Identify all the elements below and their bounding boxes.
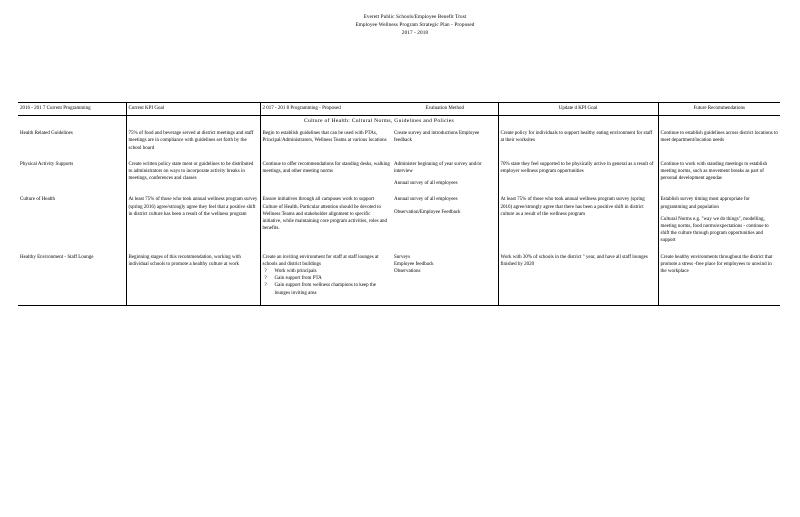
- row-area: Culture of Health: [20, 197, 55, 203]
- table-row: [18, 129, 780, 160]
- row-programming: Create an inviting environment for staff at staff lounges at schools and district buildings: [262, 254, 379, 267]
- title-line-3: 2017 - 2018: [401, 30, 429, 36]
- table-row: [18, 253, 780, 306]
- row-updated-kpi: Work with 30% of schools in the district " year, and have all staff lounges finished by 2020: [498, 253, 658, 306]
- row-evaluation-secondary: Annual survey of all employees: [394, 181, 458, 187]
- row-evaluation-cell: [392, 253, 498, 306]
- row-future: Establish survey timing most appropriate for programming and population: [660, 197, 750, 210]
- header-updated-kpi: Update d KPI Goal: [498, 103, 658, 116]
- row-evaluation: Create survey and introductions Employee feedback: [394, 131, 480, 144]
- list-item: ? Gain support from wellness champions to keep the lounges inviting area: [275, 282, 391, 296]
- row-updated-kpi: At least 75% of those who took annual wellness program survey (spring 2016) agree/strongly agree that there has been a positive shift in district culture as a result of the wellness program: [498, 195, 658, 252]
- header-current-kpi: Current KPI Goal: [126, 103, 260, 116]
- row-future: Continue to establish guidelines across district locations to meet department/location needs: [658, 129, 780, 160]
- title-line-1: Everett Public Schools/Employee Benefit Trust: [363, 14, 467, 20]
- title-line-2: Employee Wellness Program Strategic Plan - Proposed: [355, 22, 475, 28]
- row-evaluation: Annual survey of all employees: [394, 197, 458, 203]
- row-evaluation: Administer beginning of year survey and/or interview: [394, 161, 482, 175]
- strategic-plan-table: [18, 102, 780, 306]
- row-area: Physical Activity Supports: [20, 161, 74, 167]
- row-future: Continue to work with standing meetings to establish meeting norms, such as movement breaks as part of personal development agendas: [658, 160, 780, 196]
- list-item: ? Work with principals: [275, 268, 391, 275]
- table-row: [18, 195, 780, 252]
- row-updated-kpi: Create policy for individuals to support healthy eating environment for staff at their worksites: [498, 129, 658, 160]
- row-future-secondary: Cultural Norms e.g. "way we do things", modelling, meeting norms, food norms/expectations - continue to shift the culture through program opportunities and support: [660, 216, 769, 244]
- row-area: Healthy Environment - Staff Lounge: [18, 253, 126, 306]
- table-header-row: [18, 103, 780, 116]
- row-evaluation-cell: [392, 195, 498, 252]
- header-evaluation-method: Evaluation Method: [392, 103, 498, 116]
- row-programming-cell: [260, 253, 392, 306]
- header-programming-proposed: 2 017 - 201 8 Programming - Proposed: [260, 103, 392, 116]
- programming-bullet-list: [263, 268, 391, 297]
- row-current-kpi: 75% of food and beverage served at district meetings and staff meetings are in compliance with guidelines set forth by the school board: [126, 129, 260, 160]
- row-area: Health Related Guidelines: [20, 131, 73, 137]
- row-evaluation: Surveys: [394, 254, 411, 260]
- row-evaluation-cell: [392, 160, 498, 196]
- table-row: [18, 160, 780, 196]
- row-updated-kpi: 70% state they feel supported to be physically active in general as a result of employer wellness program opportunities: [498, 160, 658, 196]
- header-future-recommendations: Future Recommendations: [658, 103, 780, 116]
- row-future-cell: [658, 195, 780, 252]
- row-evaluation-secondary: Employee feedback: [394, 261, 434, 267]
- row-current-kpi: Create written policy state ment or guidelines to be distributed to administrators on ways to incorporate activity breaks in meetings, conferences and classes: [126, 160, 260, 196]
- section-title-row: [18, 116, 780, 130]
- row-current-kpi: Beginning stages of this recommendation, working with individual schools to promote a healthy culture at work: [126, 253, 260, 306]
- row-future: Create healthy environments throughout the district that promote a stress -free place for employees to unwind in the workplace: [658, 253, 780, 306]
- row-evaluation-secondary: Observation/Employee Feedback: [394, 209, 461, 215]
- row-evaluation-tertiary: Observations: [394, 269, 421, 275]
- row-current-kpi: At least 75% of those who took annual wellness program survey (spring 2016) agree/strongly agree they feel that a positive shift in district culture has been a result of the wellness program: [126, 195, 260, 252]
- section-title: Culture of Health: Cultural Norms, Guidelines and Policies: [260, 116, 498, 130]
- row-programming: Begin to establish guidelines that can be used with PTAs, Principal/Administrators, Wellness Teams at various locations: [260, 129, 392, 160]
- row-programming: Continue to offer recommendations for standing desks, walking meetings, and other meeting norms: [260, 160, 392, 196]
- document-title-block: [250, 13, 580, 37]
- list-item: ? Gain support from PTA: [275, 275, 391, 282]
- row-programming: Ensure initiatives through all campuses work to support Culture of Health. Particular attention should be devoted to Wellness Teams and stakeholder alignment to specific initiative, while maintaining core program activities, roles and benefits.: [260, 195, 392, 252]
- header-current-programming: 2016 - 201 7 Current Programming: [18, 103, 126, 116]
